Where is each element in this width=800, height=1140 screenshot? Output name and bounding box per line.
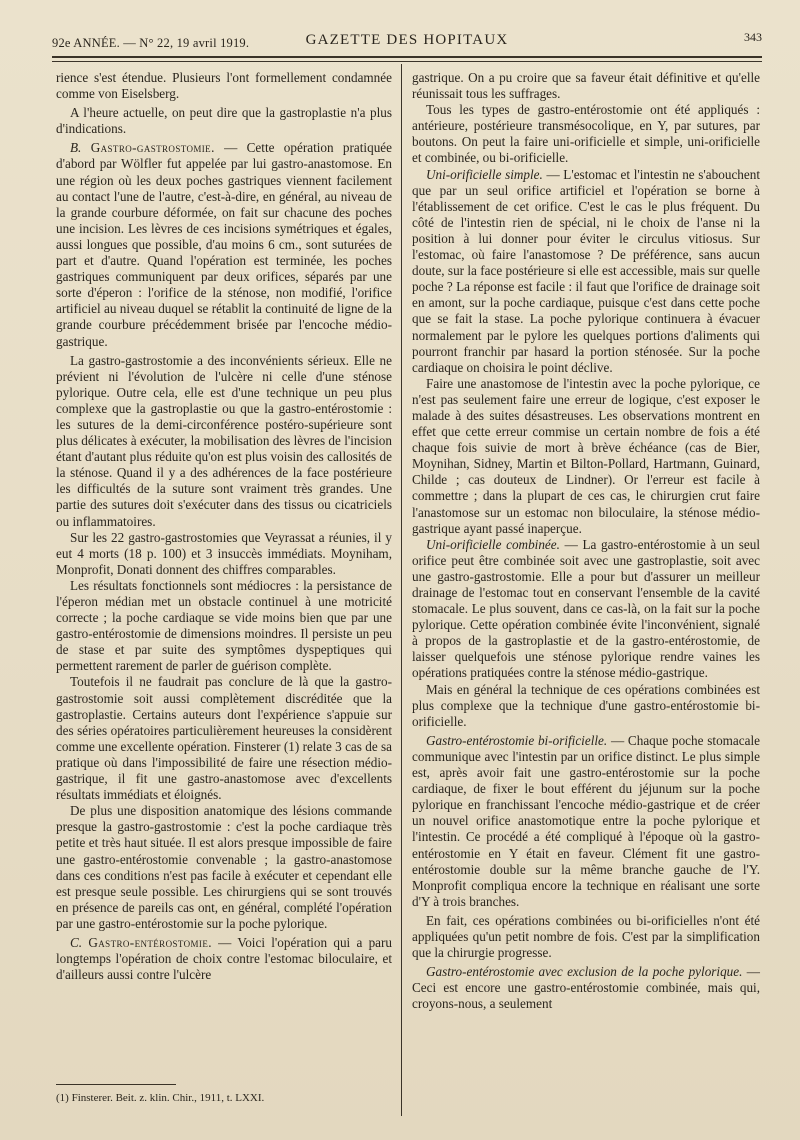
subsection [412,537,760,682]
paragraph: Tous les types de gastro-entérostomie ont été appliqués : antérieure, postérieure transmésocolique, en Y, par sutures, par boutons. On peut la faire uni-orificielle et simple, uni-orificielle et combinée, ou bi-orificielle. [412,102,760,166]
paragraph: rience s'est étendue. Plusieurs l'ont formellement condamnée comme von Eiselsberg. [56,70,392,102]
section-heading: Gastro-gastrostomie. [90,140,215,156]
section-label: C. [70,934,83,950]
section-label: B. [70,140,82,156]
paragraph: Mais en général la technique de ces opérations combinées est plus complexe que la technique d'une gastro-entérostomie bi-orificielle. [412,681,760,729]
section-heading: Gastro-entérostomie. [88,934,212,950]
subsection-heading: Uni-orificielle simple. [426,166,543,182]
paragraph: En fait, ces opérations combinées ou bi-orificielles n'ont été appliquées qu'un petit nombre de fois. C'est par la simplification que la chirurgie progresse. [412,912,760,961]
subsection-heading: Uni-orificielle combinée. [426,536,560,552]
footnote: (1) Finsterer. Beit. z. klin. Chir., 1911, t. LXXI. [56,1092,265,1104]
page-number: 343 [744,30,762,44]
section-text: — Voici l'opération qui a paru longtemps l'opération de choix contre l'estomac biloculaire, et d'ailleurs aussi contre l'ulcère [56,934,392,983]
paragraph: La gastro-gastrostomie a des inconvénients sérieux. Elle ne prévient ni l'évolution de l'ulcère ni celle d'une sténose pylorique. Outre cela, elle est d'une technique un peu plus complexe que la gastroplastie ou que la gastro-entérostomie : les sutures de la demi-circonférence postéro-supérieure sont plus délicates à exécuter, la mobilisation des lèvres de l'incision étant d'autant plus réduite qu'on est plus voisin des callosités de la sténose. Quand il y a des adhérences de la face postérieure les difficultés de la suture sont vraiment très grandes. Une partie des sutures doit s'exécuter dans des tissus ou cicatriciels ou inflammatoires. [56,352,392,529]
paragraph: Toutefois il ne faudrait pas conclure de là que la gastro-gastrostomie soit aussi complètement discréditée que la gastroplastie. Certains auteurs dont l'expérience s'appuie sur des séries opératoires particulièrement heureuses la considèrent comme une excellente opération. Finsterer (1) relate 3 cas de sa pratique où dans l'impossibilité de faire une résection médio-gastrique, il fit une gastro-anastomose avec d'excellents résultats immédiats et éloignés. [56,674,392,803]
page-header [52,30,762,52]
subsection [412,964,760,1012]
paragraph: Faire une anastomose de l'intestin avec la poche pylorique, ce n'est pas seulement faire une erreur de logique, c'est exposer le malade à des suites désastreuses. Les observations montrent en effet que cette erreur commise un certain nombre de fois a été chaque fois suivie de mort à brève échéance (cas de Bier, Moynihan, Sidney, Martin et Bilton-Pollard, Hartmann, Guinard, Childe ; cas douteux de Lindner). Or l'erreur est facile à commettre ; dans la plupart de ces cas, le chirurgien crut faire l'anastomose sur un estomac non biloculaire, la sténose médio-gastrique ayant passé inaperçue. [412,375,760,536]
paragraph: De plus une disposition anatomique des lésions commande presque la gastro-gastrostomie : c'est la poche cardiaque très petite et très haut située. Il est alors presque impossible de faire une gastro-entérostomie convenable ; la gastro-anastomose dans ces conditions n'est pas facile à exécuter et cependant elle est presque seule possible. Les chirurgiens qui se sont trouvés en présence de pareils cas ont, en général, complété l'opération par une gastro-entérostomie sur la poche pylorique. [56,803,392,931]
right-column [412,70,760,1012]
subsection-text: — L'estomac et l'intestin ne s'abouchent que par un seul orifice artificiel et l'opération se borne à l'établissement de cet orifice. C'est le cas le plus fréquent. Du côté de l'intestin rien de spécial, ni le choix de l'anse ni la position à lui donner pour éviter le circulus vitiosus. Sur l'estomac, où faire l'anastomose ? De préférence, sans aucun doute, sur la face postérieure si elle est accessible, mais sur quelle poche ? La réponse est facile : il faut que l'orifice de drainage soit en amont, sur la poche cardiaque, puisque c'est dans cette poche que se fait la stase. La poche pylorique continuera à évacuer normalement par le pylore les quelques portions d'aliments qui pourront franchir par hasard la portion sténosée. Sur la poche cardiaque on choisira le point déclive. [412,166,761,375]
subsection [412,733,760,910]
paragraph: gastrique. On a pu croire que sa faveur était définitive et qu'elle réunissait tous les suffrages. [412,70,760,102]
footnote-rule [56,1084,176,1085]
section-text: — Cette opération pratiquée d'abord par Wölfler fut appelée par lui gastro-anastomose. En une région où les deux poches gastriques viennent facilement au contact l'une de l'autre, c'est-à-dire, en général, au niveau de la grande courbure déformée, on fait sur chacune des poches une incision. Les lèvres de ces incisions symétriques et égales, aussi longues que possible, d'au moins 6 cm., sont suturées de part et d'autre. Quand l'opération est terminée, les poches gastriques communiquent par deux orifices, séparés par une sorte d'éperon : l'orifice de la sténose, non modifié, l'orifice artificiel au niveau duquel se rétablit la continuité de ligne de la grande courbure précédemment brisée par l'encoche médio-gastrique. [56,140,392,349]
section-c [56,935,392,983]
journal-title: GAZETTE DES HOPITAUX [305,32,509,48]
header-rule-thin [52,61,762,62]
paragraph: Sur les 22 gastro-gastrostomies que Veyrassat a réunies, il y eut 4 morts (18 p. 100) et 3 insuccès immédiats. Moyniham, Monprofit, Donati donnent des chiffres comparables. [56,529,392,577]
paragraph: Les résultats fonctionnels sont médiocres : la persistance de l'éperon médian met un obstacle continuel à une motricité correcte ; la poche cardiaque se vide moins bien que par une gastro-entérostomie de dimensions moindres. Il persiste un peu de stase et par suite des symptômes dyspeptiques qui permettent rarement de parler de guérison complète. [56,577,392,674]
subsection-heading: Gastro-entérostomie avec exclusion de la poche pylorique. [426,964,743,980]
issue-info: 92e ANNÉE. — N° 22, 19 avril 1919. [52,36,250,50]
section-b [56,140,392,349]
subsection-heading: Gastro-entérostomie bi-orificielle. [426,732,608,748]
column-divider [401,64,402,1116]
header-rule-thick [52,56,762,58]
subsection [412,167,760,376]
subsection-text: — Chaque poche stomacale communique avec l'intestin par un orifice distinct. Le plus simple est, après avoir fait une gastro-entérostomie sur la poche cardiaque, de fixer le bout efférent du jéjunum sur la poche pylorique en franchissant l'encoche médio-gastrique et de créer un nouvel orifice anastomotique entre la poche pylorique et l'intestin. Ce procédé a été compliqué à l'époque où la gastro-entérostomie en Y était en faveur. Clément fit une gastro-entérostomie double sur la même branche gauche de l'Y. Monprofit compliqua encore la technique en réalisant une sorte d'Y à trois branches. [412,732,760,909]
subsection-text: — Ceci est encore une gastro-entérostomie combinée, mais qui, croyons-nous, a seulement [412,964,760,1012]
left-column [56,70,392,983]
subsection-text: — La gastro-entérostomie à un seul orifice peut être combinée soit avec une gastroplastie, soit avec une gastro-gastrostomie. Elle a pour but d'assurer un meilleur drainage de l'estomac tout en conservant l'ensemble de la cavité stomacale. Le plus souvent, dans ce cas-là, on la fait sur la poche pylorique. Cette opération combinée évite l'inconvénient, signalé à propos de la gastroplastie et de la gastro-entérostomie, de laisser quelquefois une sténose pylorique rendre vaines les opérations pratiquées contre la sténose médio-gastrique. [412,536,760,681]
paragraph: A l'heure actuelle, on peut dire que la gastroplastie n'a plus d'indications. [56,105,392,137]
